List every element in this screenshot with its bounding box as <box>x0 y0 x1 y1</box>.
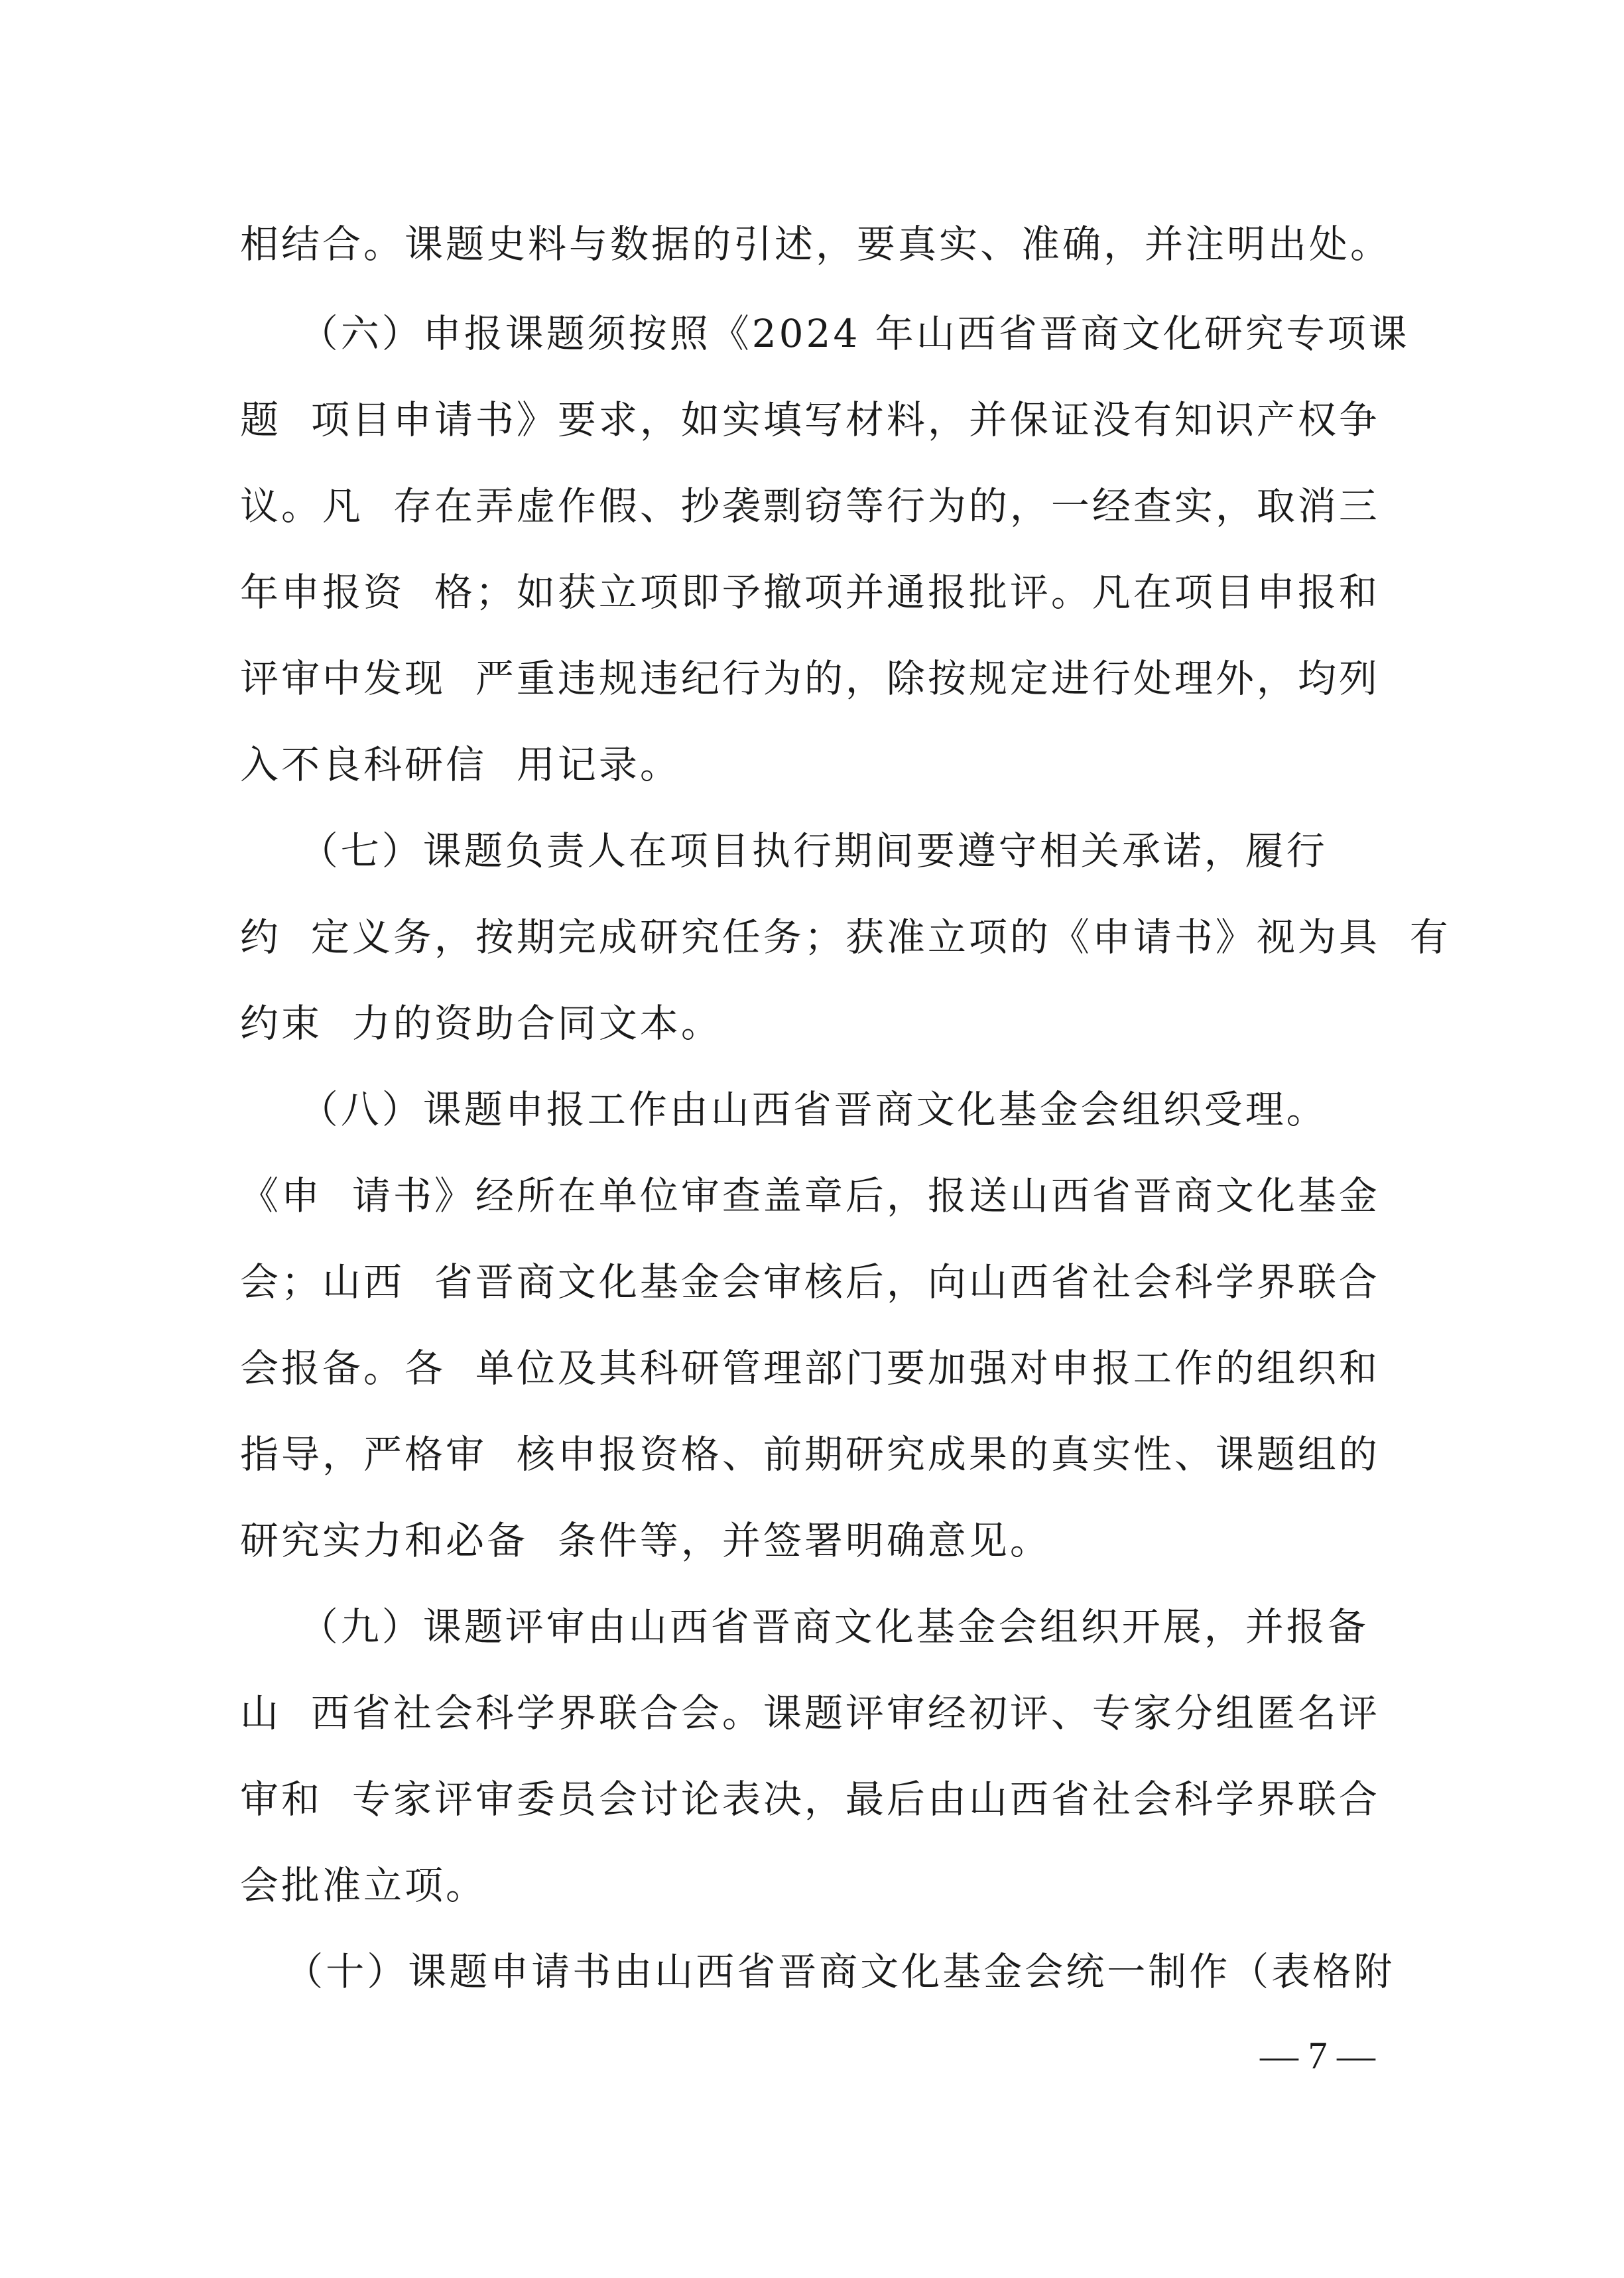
text-line: 约 定义务，按期完成研究任务；获准立项的《申请书》视为具 有 <box>240 915 1451 960</box>
text-line: 会批准立项。 <box>240 1863 487 1908</box>
text-line: （七）课题负责人在项目执行期间要遵守相关承诺，履行 <box>240 828 1328 873</box>
text-line: 山 西省社会科学界联合会。课题评审经初评、专家分组匿名评 <box>240 1690 1380 1736</box>
text-line: 入不良科研信 用记录。 <box>240 742 681 787</box>
text-line: （九）课题评审由山西省晋商文化基金会组织开展，并报备 <box>240 1604 1369 1649</box>
text-line: 评审中发现 严重违规违纪行为的，除按规定进行处理外，均列 <box>240 656 1380 701</box>
text-line: 《申 请书》经所在单位审查盖章后，报送山西省晋商文化基金 <box>240 1173 1380 1218</box>
text-line: 研究实力和必备 条件等，并签署明确意见。 <box>240 1518 1051 1563</box>
text-line: 约束 力的资助合同文本。 <box>240 1001 722 1046</box>
text-line: 议。凡 存在弄虚作假、抄袭剽窃等行为的，一经查实，取消三 <box>240 483 1380 529</box>
text-line: 会；山西 省晋商文化基金会审核后，向山西省社会科学界联合 <box>240 1259 1380 1304</box>
text-line: 指导，严格审 核申报资格、前期研究成果的真实性、课题组的 <box>240 1432 1380 1477</box>
text-line: （六）申报课题须按照《2024 年山西省晋商文化研究专项课 <box>240 311 1410 356</box>
text-line: 相结合。课题史料与数据的引述，要真实、准确，并注明出处。 <box>240 221 1392 267</box>
text-line: 会报备。各 单位及其科研管理部门要加强对申报工作的组织和 <box>240 1346 1380 1391</box>
text-line: （十）课题申请书由山西省晋商文化基金会统一制作（表格附 <box>240 1949 1395 1994</box>
text-line: 题 项目申请书》要求，如实填写材料，并保证没有知识产权争 <box>240 397 1380 442</box>
text-line: 年申报资 格；如获立项即予撤项并通报批评。凡在项目申报和 <box>240 570 1380 615</box>
page-number: — 7 — <box>1260 2034 1375 2077</box>
text-line: （八）课题申报工作由山西省晋商文化基金会组织受理。 <box>240 1087 1328 1132</box>
text-line: 审和 专家评审委员会讨论表决，最后由山西省社会科学界联合 <box>240 1777 1380 1822</box>
